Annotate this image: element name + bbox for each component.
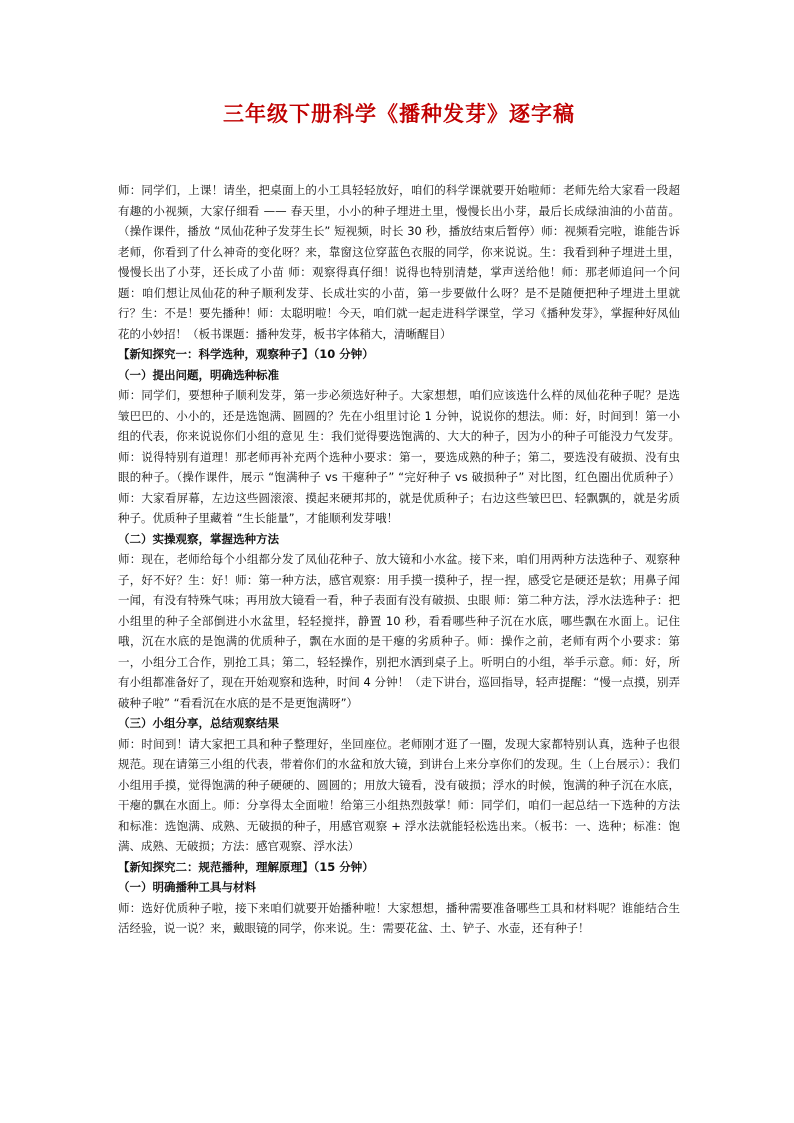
document-title: 三年级下册科学《播种发芽》逐字稿 [223,102,575,126]
paragraph-1-2: 师：现在，老师给每个小组都分发了凤仙花种子、放大镜和小水盆。接下来，咱们用两种方法选种子、观察种子，好不好？生：好！师：第一种方法，感官观察：用手摸一摸种子，捏一捏，感受它是硬还是软；用鼻子闻一闻，有没有特殊气味；再用放大镜看一看，种子表面有没有破损、虫眼 师：第二种方法，浮水法选种子：把小组里的种子全部倒进小水盆里，轻轻搅拌，静置 10 秒，看看哪些种子沉在水底，哪些飘在水面上。记住哦，沉在水底的是饱满的优质种子，飘在水面的是干瘪的劣质种子。师：操作之前，老师有两个小要求：第一，小组分工合作，别抢工具；第二，轻轻操作，别把水洒到桌子上。听明白的小组，举手示意。师：好，所有小组都准备好了，现在开始观察和选种，时间 4 分钟！（走下讲台，巡回指导，轻声提醒：“慢一点摸，别弄破种子啦” “看看沉在水底的是不是更饱满呀”） [118,552,680,710]
subsection-heading-1-3: （三）小组分享，总结观察结果 [118,716,279,730]
subsection-heading-1-2: （二）实操观察，掌握选种方法 [118,531,279,546]
paragraph-1-3: 师：时间到！请大家把工具和种子整理好，坐回座位。老师刚才逛了一圈，发现大家都特别认真，选种子也很规范。现在请第三小组的代表，带着你们的水盆和放大镜，到讲台上来分享你们的发现。生（上台展示）：我们小组用手摸，觉得饱满的种子硬硬的、圆圆的；用放大镜看，没有破损；浮水的时候，饱满的种子沉在水底，干瘪的飘在水面上。师：分享得太全面啦！给第三小组热烈鼓掌！师：同学们，咱们一起总结一下选种的方法和标准：选饱满、成熟、无破损的种子，用感官观察 + 浮水法就能轻松选出来。（板书：一、选种；标准：饱满、成熟、无破损；方法：感官观察、浮水法） [118,736,680,853]
paragraph-2-1: 师：选好优质种子啦，接下来咱们就要开始播种啦！大家想想，播种需要准备哪些工具和材料呢？谁能结合生活经验，说一说？来，戴眼镜的同学，你来说。生：需要花盆、土、铲子、水壶，还有种子！ [118,900,680,935]
document-body [118,180,680,939]
paragraph-1-1: 师：同学们，要想种子顺利发芽，第一步必须选好种子。大家想想，咱们应该选什么样的凤仙花种子呢？是选皱巴巴的、小小的，还是选饱满、圆圆的？先在小组里讨论 1 分钟，说说你的想法。师：好，时间到！第一小组的代表，你来说说你们小组的意见 生：我们觉得要选饱满的、大大的种子，因为小的种子可能没力气发芽。师：说得特别有道理！那老师再补充两个选种小要求：第一，要选成熟的种子；第二，要选没有破损、没有虫眼的种子。（操作课件，展示 “饱满种子 vs 干瘪种子” “完好种子 vs 破损种子” 对比图，红色圈出优质种子）师：大家看屏幕，左边这些圆滚滚、摸起来硬邦邦的，就是优质种子；右边这些皱巴巴、轻飘飘的，就是劣质种子。优质种子里藏着 “生长能量”，才能顺利发芽哦！ [118,388,680,525]
section-heading-2: 【新知探究二：规范播种，理解原理】（15 分钟） [118,859,374,874]
section-heading-1: 【新知探究一：科学选种，观察种子】（10 分钟） [118,347,374,361]
subsection-heading-2-1: （一）明确播种工具与材料 [118,880,256,894]
intro-paragraph: 师：同学们，上课！请坐，把桌面上的小工具轻轻放好，咱们的科学课就要开始啦师：老师先给大家看一段超有趣的小视频，大家仔细看 —— 春天里，小小的种子埋进土里，慢慢长出小芽，最后长成绿油油的小苗苗。（操作课件，播放 “凤仙花种子发芽生长” 短视频，时长 30 秒，播放结束后暂停）师：视频看完啦，谁能告诉老师，你看到了什么神奇的变化呀？来，靠窗这位穿蓝色衣服的同学，你来说说。生：我看到种子埋进土里，慢慢长出了小芽，还长成了小苗 师：观察得真仔细！说得也特别清楚，掌声送给他！师：那老师追问一个问题：咱们想让凤仙花的种子顺利发芽、长成壮实的小苗，第一步要做什么呀？是不是随便把种子埋进土里就行？生：不是！要先播种！师：太聪明啦！今天，咱们就一起走进科学课堂，学习《播种发芽》，掌握种好凤仙花的小妙招！（板书课题：播种发芽，板书字体稍大，清晰醒目） [118,183,680,341]
subsection-heading-1-1: （一）提出问题，明确选种标准 [118,367,279,382]
